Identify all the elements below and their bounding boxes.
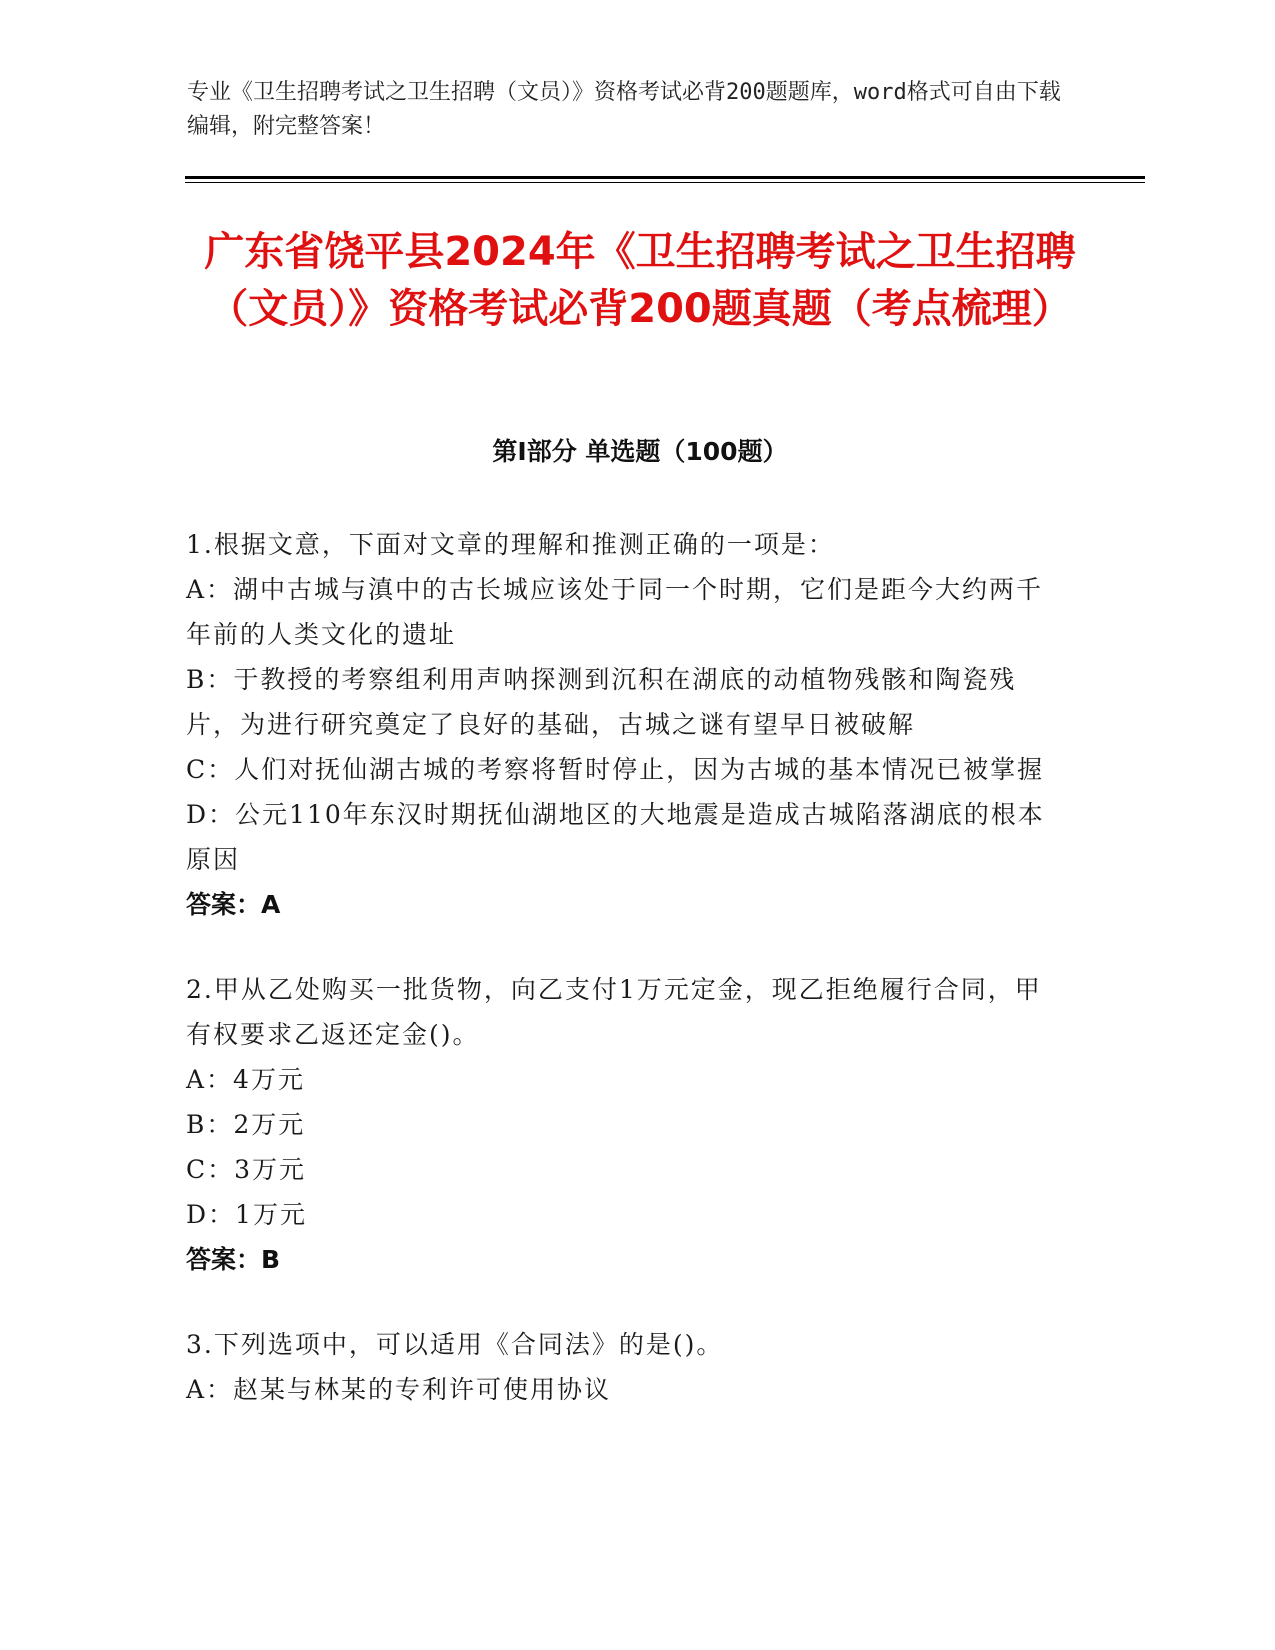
document-title: 广东省饶平县2024年《卫生招聘考试之卫生招聘（文员）》资格考试必背200题真题（考点梳理） xyxy=(204,229,1076,332)
option-d: D：1万元 xyxy=(186,1200,307,1229)
question-2 xyxy=(186,967,1066,1282)
header-rule-thin xyxy=(185,182,1145,183)
question-stem: 1.根据文意，下面对文章的理解和推测正确的一项是： xyxy=(186,530,835,559)
question-1 xyxy=(186,522,1066,927)
answer: 答案：B xyxy=(186,1245,281,1274)
section-heading: 第Ⅰ部分 单选题（100题） xyxy=(492,437,788,466)
answer: 答案：A xyxy=(186,890,281,919)
option-b: B：2万元 xyxy=(186,1110,306,1139)
option-c: C：3万元 xyxy=(186,1155,307,1184)
question-3 xyxy=(186,1322,1066,1412)
header-rule-thick xyxy=(185,176,1145,179)
question-list xyxy=(186,522,1066,1452)
option-d: D：公元110年东汉时期抚仙湖地区的大地震是造成古城陷落湖底的根本原因 xyxy=(186,800,1045,874)
header-note: 专业《卫生招聘考试之卫生招聘（文员）》资格考试必背200题题库，word格式可自由下载编辑，附完整答案！ xyxy=(187,80,1061,139)
option-a: A：湖中古城与滇中的古长城应该处于同一个时期，它们是距今大约两千年前的人类文化的遗址 xyxy=(186,575,1044,649)
question-stem: 2.甲从乙处购买一批货物，向乙支付1万元定金，现乙拒绝履行合同，甲有权要求乙返还定金()。 xyxy=(186,975,1042,1049)
option-c: C：人们对抚仙湖古城的考察将暂时停止，因为古城的基本情况已被掌握 xyxy=(186,755,1045,784)
question-stem: 3.下列选项中，可以适用《合同法》的是()。 xyxy=(186,1330,724,1359)
option-b: B：于教授的考察组利用声呐探测到沉积在湖底的动植物残骸和陶瓷残片，为进行研究奠定了良好的基础，古城之谜有望早日被破解 xyxy=(186,665,1017,739)
option-a: A：4万元 xyxy=(186,1065,305,1094)
option-a: A：赵某与林某的专利许可使用协议 xyxy=(186,1375,612,1404)
